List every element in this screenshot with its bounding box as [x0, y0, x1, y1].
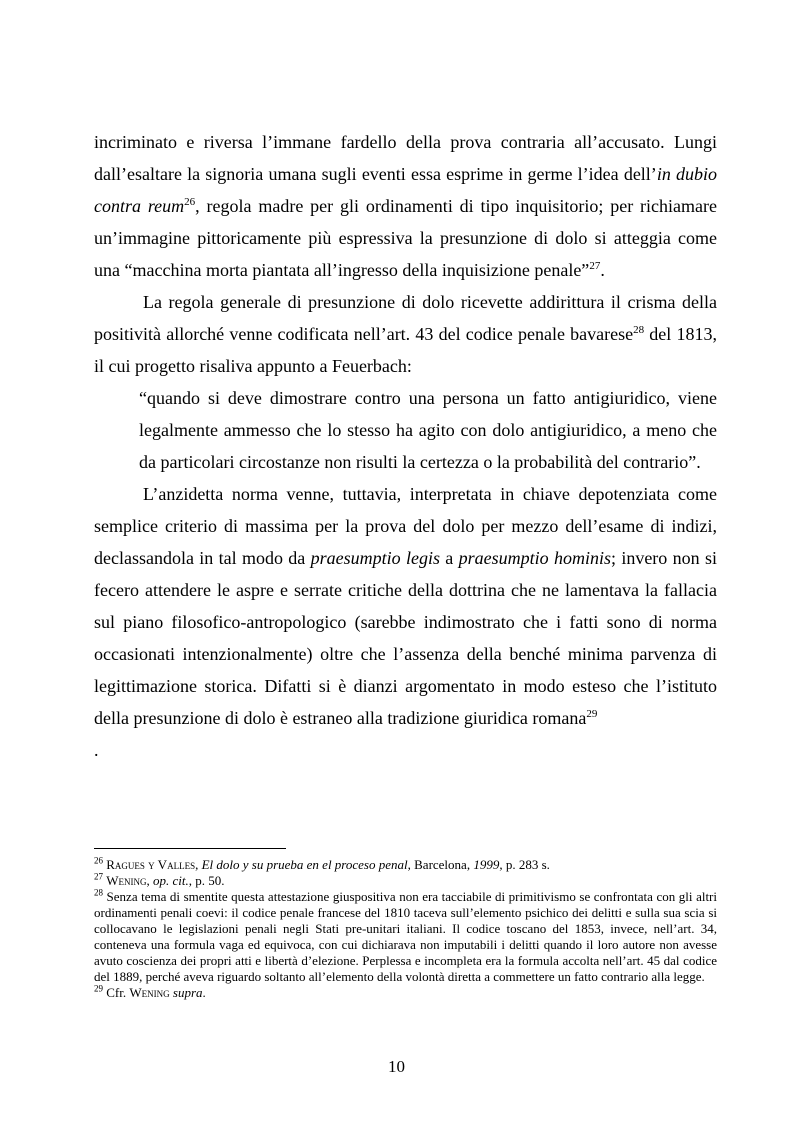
footnote-ref-28[interactable]: 28 [633, 324, 645, 336]
block-quote: “quando si deve dimostrare contro una persona un fatto antigiuridico, viene legalmente ammesso che lo stesso ha agito con dolo antigiuridico, a meno che da particolari circostanze non risulti la certezza o la probabilità del contrario”. [139, 388, 717, 472]
footnotes [94, 857, 717, 1001]
page-number: 10 [388, 1057, 405, 1076]
footnote-author: Wening [106, 873, 147, 888]
footnote-author: Wening [129, 985, 170, 1000]
latin-phrase: praesumptio legis [310, 548, 440, 568]
paragraph-3: L’anzidetta norma venne, tuttavia, interpretata in chiave depotenziata come semplice criterio di massima per la prova del dolo per mezzo dell’esame di indizi, declassandola in tal modo da praesumptio legis a praesumptio hominis; invero non si fecero attendere le aspre e serrate critiche della dottrina che ne lamentava la fallacia sul piano filosofico-antropologico (sarebbe indimostrato che i fatti sono di norma occasionati intenzionalmente) oltre che l’assenza della benché minima parvenza di legittimazione storica. Difatti si è dianzi argomentato in modo esteso che l’istituto della presunzione di dolo è estraneo alla tradizione giuridica romana$^{29}$ . [94, 484, 717, 760]
footnote-ref-27[interactable]: 27 [589, 260, 601, 272]
paragraph-1: incriminato e riversa l’immane fardello della prova contraria all’accusato. Lungi dall’esaltare la signoria umana sugli eventi essa esprime in germe l’idea dell’in dubio contra reum$^{26}$, regola madre per gli ordinamenti di tipo inquisitorio; per richiamare un’immagine pittoricamente più espressiva la presunzione di dolo si atteggia come una “macchina morta piantata all’ingresso della inquisizione penale”$^{27}$. [94, 132, 717, 280]
footnote-ref-26[interactable]: 26 [184, 196, 196, 208]
footnote-26: $^{26}$ Ragues y Valles, El dolo y su prueba en el proceso penal, Barcelona, 1999, p. 283 s. [94, 855, 550, 872]
paragraph-2: La regola generale di presunzione di dolo ricevette addirittura il crisma della positività allorché venne codificata nell’art. 43 del codice penale bavarese$^{28}$ del 1813, il cui progetto risaliva appunto a Feuerbach: [94, 292, 717, 376]
footnote-27: $^{27}$ Wening, op. cit., p. 50. [94, 871, 225, 888]
footnote-ref-29[interactable]: 29 [586, 708, 598, 720]
footnote-separator [94, 848, 286, 849]
body-text [94, 126, 717, 766]
footnote-28: $^{28}$ Senza tema di smentite questa attestazione giuspositiva non era tacciabile di primitivismo se confrontata con gli altri ordinamenti penali coevi: il codice penale francese del 1810 taceva sull’elemento psichico dei delitti e sulla sua scia si collocavano le legislazioni penali negli Stati pre-unitari italiani. Il codice toscano del 1853, invece, nell’art. 34, conteneva una formula vaga ed equivoca, con cui dichiarava non imputabili i delitti quando il loro autore non avesse avuto coscienza dei propri atti e libertà d’elezione. Perplessa e incompleta era la formula accolta nell’art. 45 dal codice del 1889, perché aveva riguardo soltanto all’elemento della volontà diretta a commettere un fatto contrario alla legge. [94, 887, 718, 984]
latin-phrase: praesumptio hominis [458, 548, 611, 568]
footnote-author: Ragues y Valles [106, 857, 196, 872]
footnote-29: $^{29}$ Cfr. Wening supra. [94, 983, 206, 1000]
latin-phrase: in dubio contra reum [94, 164, 717, 216]
